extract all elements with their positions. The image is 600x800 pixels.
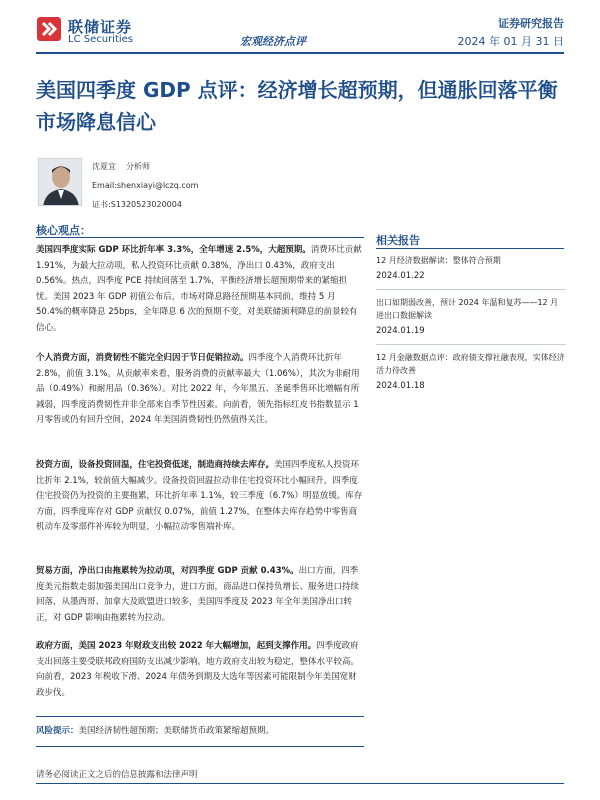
related-report-item[interactable]: [376, 296, 566, 338]
author-name: 沈夏宜: [92, 162, 116, 171]
paragraph-body: 出口方面，四季度美元指数走弱加强美国出口竞争力，进口方面，商品进口保持负增长、服务进口持续回落，从墨西哥、加拿大及欧盟进口较多，美国四季度及 2023 年全年美国净出口转正，对 GDP 影响由拖累转为拉动。: [36, 566, 360, 623]
page-header: [0, 0, 600, 62]
paragraph-lead: 政府方面，美国 2023 年财政支出较 2022 年大幅增加，起到支撑作用。: [36, 641, 317, 651]
author-role: 分析师: [126, 162, 150, 171]
author-email[interactable]: Email:shenxiayi@lczq.com: [92, 181, 199, 190]
lc-securities-logo-icon: [36, 16, 62, 42]
related-separator: [376, 344, 566, 345]
core-paragraph-gdp: [36, 243, 364, 336]
core-paragraph-trade: [36, 564, 364, 626]
content-bottom-divider: [36, 746, 364, 747]
paragraph-body: 四季度政府支出回落主要受联邦政府国防支出减少影响，地方政府支出较为稳定，整体水平较高。向前看，2023 年税收下滑、2024 年债务到期及大选年等因素可能限制今年美国宽财政步伐。: [36, 641, 360, 698]
legal-disclaimer: 请务必阅读正文之后的信息披露和法律声明: [36, 770, 198, 780]
risk-text: 美国经济韧性超预期；美联储货币政策紧缩超预期。: [78, 726, 275, 736]
core-divider: [36, 237, 364, 238]
related-report-title[interactable]: 12 月金融数据点评：政府债支撑社融表现，实体经济活力待改善: [376, 353, 565, 375]
related-reports-heading: 相关报告: [376, 234, 420, 247]
paragraph-lead: 个人消费方面，消费韧性不能完全归因于节日促销拉动。: [36, 353, 249, 363]
risk-warning: [36, 724, 366, 738]
paragraph-lead: 美国四季度实际 GDP 环比折年率 3.3%，全年增速 2.5%，大超预期。: [36, 245, 311, 255]
related-reports-list: [376, 254, 566, 399]
report-date: 2024 年 01 月 31 日: [457, 35, 564, 48]
author-license: 证书:S1320523020004: [92, 200, 182, 209]
paragraph-body: 四季度个人消费环比折年 2.8%，前值 3.1%。从贡献率来看，服务消费的贡献率最大（1.06%），其次为非耐用品（0.49%）和耐用品（0.36%）。对比 2022 年，今年黑五、圣诞季售环比增幅有所减弱，四季度消费韧性并非全部来自季节性因素。向前看，领先指标红皮书指数显示 1 月零售或仍有回升空间，2024 年美国消费韧性仍然值得关注。: [36, 353, 360, 425]
paragraph-body: 美国四季度私人投资环比折年 2.1%，较前值大幅减少。设备投资回温拉动非住宅投资环比小幅回升，四季度住宅投资仍为投资的主要拖累，环比折年率 1.1%，较三季度（6.7%）明显放缓。库存方面，四季度库存对 GDP 贡献仅 0.07%，前值 1.27%，在整体去库存趋势中零售商机动车及零部件补库较为明显，小幅拉动零售端补库。: [36, 460, 363, 532]
related-report-title[interactable]: 出口如期弱改善，预计 2024 年温和复苏——12 月进出口数据解读: [376, 298, 559, 320]
report-type: 宏观经济点评: [240, 35, 306, 48]
related-report-item[interactable]: [376, 351, 566, 393]
related-report-date: 2024.01.19: [376, 326, 425, 336]
paragraph-lead: 贸易方面，净出口由拖累转为拉动项，对四季度 GDP 贡献 0.43%。: [36, 566, 299, 576]
related-report-title[interactable]: 12 月经济数据解读：整体符合预期: [376, 256, 501, 265]
core-paragraph-investment: [36, 458, 364, 536]
header-divider: [36, 52, 564, 54]
paragraph-lead: 投资方面，设备投资回温，住宅投资低迷，制造商持续去库存。: [36, 460, 275, 470]
related-report-date: 2024.01.18: [376, 381, 425, 391]
core-paragraph-government: [36, 639, 364, 701]
avatar-icon: [39, 159, 82, 206]
paragraph-body: 消费环比贡献 1.91%，为最大拉动项，私人投资环比贡献 0.38%，净出口 0.43%，政府支出 0.56%。热点，四季度 PCE 持续回落至 1.7%，平衡经济增长超预期带来的紧缩担忧。美国 2023 年 GDP 初值公布后，市场对降息路径预期基本同前，维持 5 月 50.4%的概率降息 25bps，全年降息 6 次的预期不变，对美联储颁利降息的前景较有信心。: [36, 245, 362, 333]
related-report-date: 2024.01.22: [376, 271, 425, 281]
core-paragraph-consumption: [36, 351, 364, 429]
risk-divider: [36, 716, 364, 717]
report-label: 证券研究报告: [498, 17, 564, 30]
brand-name-en: LC Securities: [68, 34, 134, 45]
related-separator: [376, 289, 566, 290]
footer-divider: [36, 783, 564, 784]
related-report-item[interactable]: [376, 254, 566, 283]
author-photo: [38, 158, 82, 206]
author-info: [92, 160, 198, 211]
brand-name-cn: 联储证券: [68, 18, 133, 36]
report-title: 美国四季度 GDP 点评：经济增长超预期，但通胀回落平衡市场降息信心: [36, 78, 558, 134]
related-divider: [376, 248, 564, 249]
core-views-heading: 核心观点：: [36, 224, 91, 237]
risk-label: 风险提示：: [36, 726, 79, 736]
